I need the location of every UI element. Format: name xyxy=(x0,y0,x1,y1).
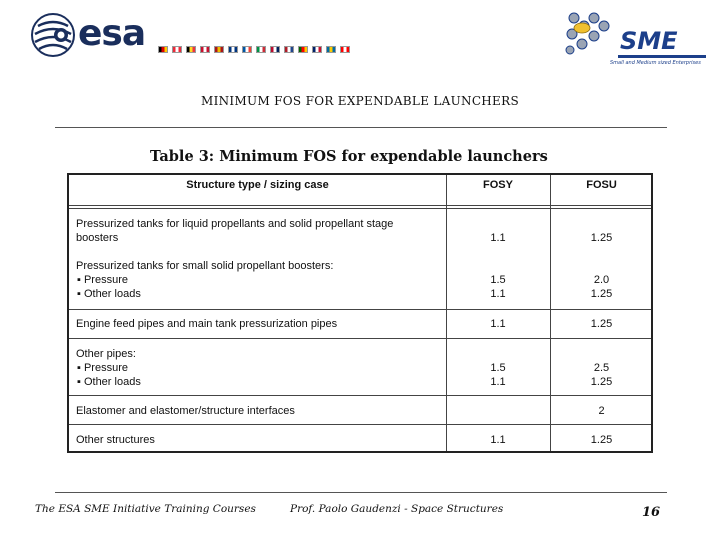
cell-line: Engine feed pipes and main tank pressurization pipes xyxy=(76,318,338,330)
fosu-value: 1.25 xyxy=(590,288,613,300)
table-row xyxy=(76,317,337,331)
header-fosy: FOSY xyxy=(483,179,513,191)
cell-line: ▪ Pressure xyxy=(77,274,128,286)
flag-icon xyxy=(186,46,196,53)
esa-wordmark: esa xyxy=(78,13,146,54)
flag-icon xyxy=(242,46,252,53)
header-rule xyxy=(69,208,651,209)
sme-logo xyxy=(560,8,710,72)
cell-line: ▪ Pressure xyxy=(77,362,128,374)
fosu-value: 2.0 xyxy=(593,274,610,286)
bottom-divider xyxy=(55,492,667,493)
footer-author: Prof. Paolo Gaudenzi - Space Structures xyxy=(290,503,504,515)
flag-icon xyxy=(270,46,280,53)
header-rule xyxy=(69,205,651,206)
row-divider xyxy=(69,338,651,339)
footer-course: The ESA SME Initiative Training Courses xyxy=(35,503,256,515)
fosu-value: 1.25 xyxy=(590,434,613,446)
table-row xyxy=(76,347,141,389)
cell-line: ▪ Other loads xyxy=(77,376,141,388)
cell-line: ▪ Other loads xyxy=(77,288,141,300)
fosy-value: 1.1 xyxy=(490,434,506,446)
sme-molecule-icon xyxy=(560,8,622,64)
cell-line: Pressurized tanks for small solid propellant boosters: xyxy=(76,260,334,272)
flag-icon xyxy=(326,46,336,53)
page-number: 16 xyxy=(642,505,661,520)
fosu-value xyxy=(550,217,653,231)
fosy-value: 1.1 xyxy=(490,232,506,244)
fosu-value: 1.25 xyxy=(590,318,613,330)
fosu-value xyxy=(550,245,653,259)
header-structure-type: Structure type / sizing case xyxy=(186,179,329,191)
cell-line: boosters xyxy=(76,232,119,244)
row-divider xyxy=(69,309,651,310)
fosy-value: 1.5 xyxy=(490,362,506,374)
flag-icon xyxy=(340,46,350,53)
table-caption: Table 3: Minimum FOS for expendable launchers xyxy=(150,148,548,165)
fosy-value: 1.1 xyxy=(490,376,506,388)
cell-line: Other structures xyxy=(76,434,155,446)
fosu-value xyxy=(550,347,653,361)
table-row xyxy=(76,404,295,418)
top-divider xyxy=(55,127,667,128)
header-fosu: FOSU xyxy=(586,179,617,191)
fosu-value: 2 xyxy=(598,405,605,417)
fosy-value: 1.5 xyxy=(490,274,506,286)
table-row xyxy=(76,433,155,447)
fosu-value xyxy=(550,259,653,273)
fosy-value: 1.1 xyxy=(490,288,506,300)
flag-icon xyxy=(158,46,168,53)
fosy-value xyxy=(446,259,550,273)
fosu-cell xyxy=(550,347,653,389)
esa-globe-icon xyxy=(30,12,76,58)
flag-icon xyxy=(172,46,182,53)
flag-icon xyxy=(298,46,308,53)
fosu-value: 1.25 xyxy=(590,232,613,244)
row-divider xyxy=(69,395,651,396)
table-row xyxy=(76,217,393,301)
sme-underline xyxy=(618,55,706,58)
fosy-value: 1.1 xyxy=(490,318,506,330)
sme-tagline: Small and Medium sized Enterprises xyxy=(610,60,701,66)
esa-logo xyxy=(30,12,390,58)
cell-line: Other pipes: xyxy=(76,348,136,360)
cell-line: Pressurized tanks for liquid propellants and solid propellant stage xyxy=(76,218,394,230)
fosy-value xyxy=(446,245,550,259)
flag-icon xyxy=(284,46,294,53)
sme-wordmark: SME xyxy=(620,27,678,55)
flag-icon xyxy=(214,46,224,53)
flag-icon xyxy=(200,46,210,53)
fosu-cell xyxy=(550,217,653,301)
flag-icon xyxy=(256,46,266,53)
row-divider xyxy=(69,424,651,425)
fosu-value: 2.5 xyxy=(593,362,610,374)
fosy-cell xyxy=(446,217,550,301)
slide-title: MINIMUM FOS FOR EXPENDABLE LAUNCHERS xyxy=(201,94,519,108)
fos-table xyxy=(67,173,653,453)
member-flags xyxy=(158,46,350,55)
flag-icon xyxy=(228,46,238,53)
fosy-value xyxy=(446,217,550,231)
flag-icon xyxy=(312,46,322,53)
fosy-value xyxy=(446,347,550,361)
fosy-cell xyxy=(446,347,550,389)
cell-line xyxy=(76,245,393,259)
cell-line: Elastomer and elastomer/structure interfaces xyxy=(76,405,295,417)
fosu-value: 1.25 xyxy=(590,376,613,388)
